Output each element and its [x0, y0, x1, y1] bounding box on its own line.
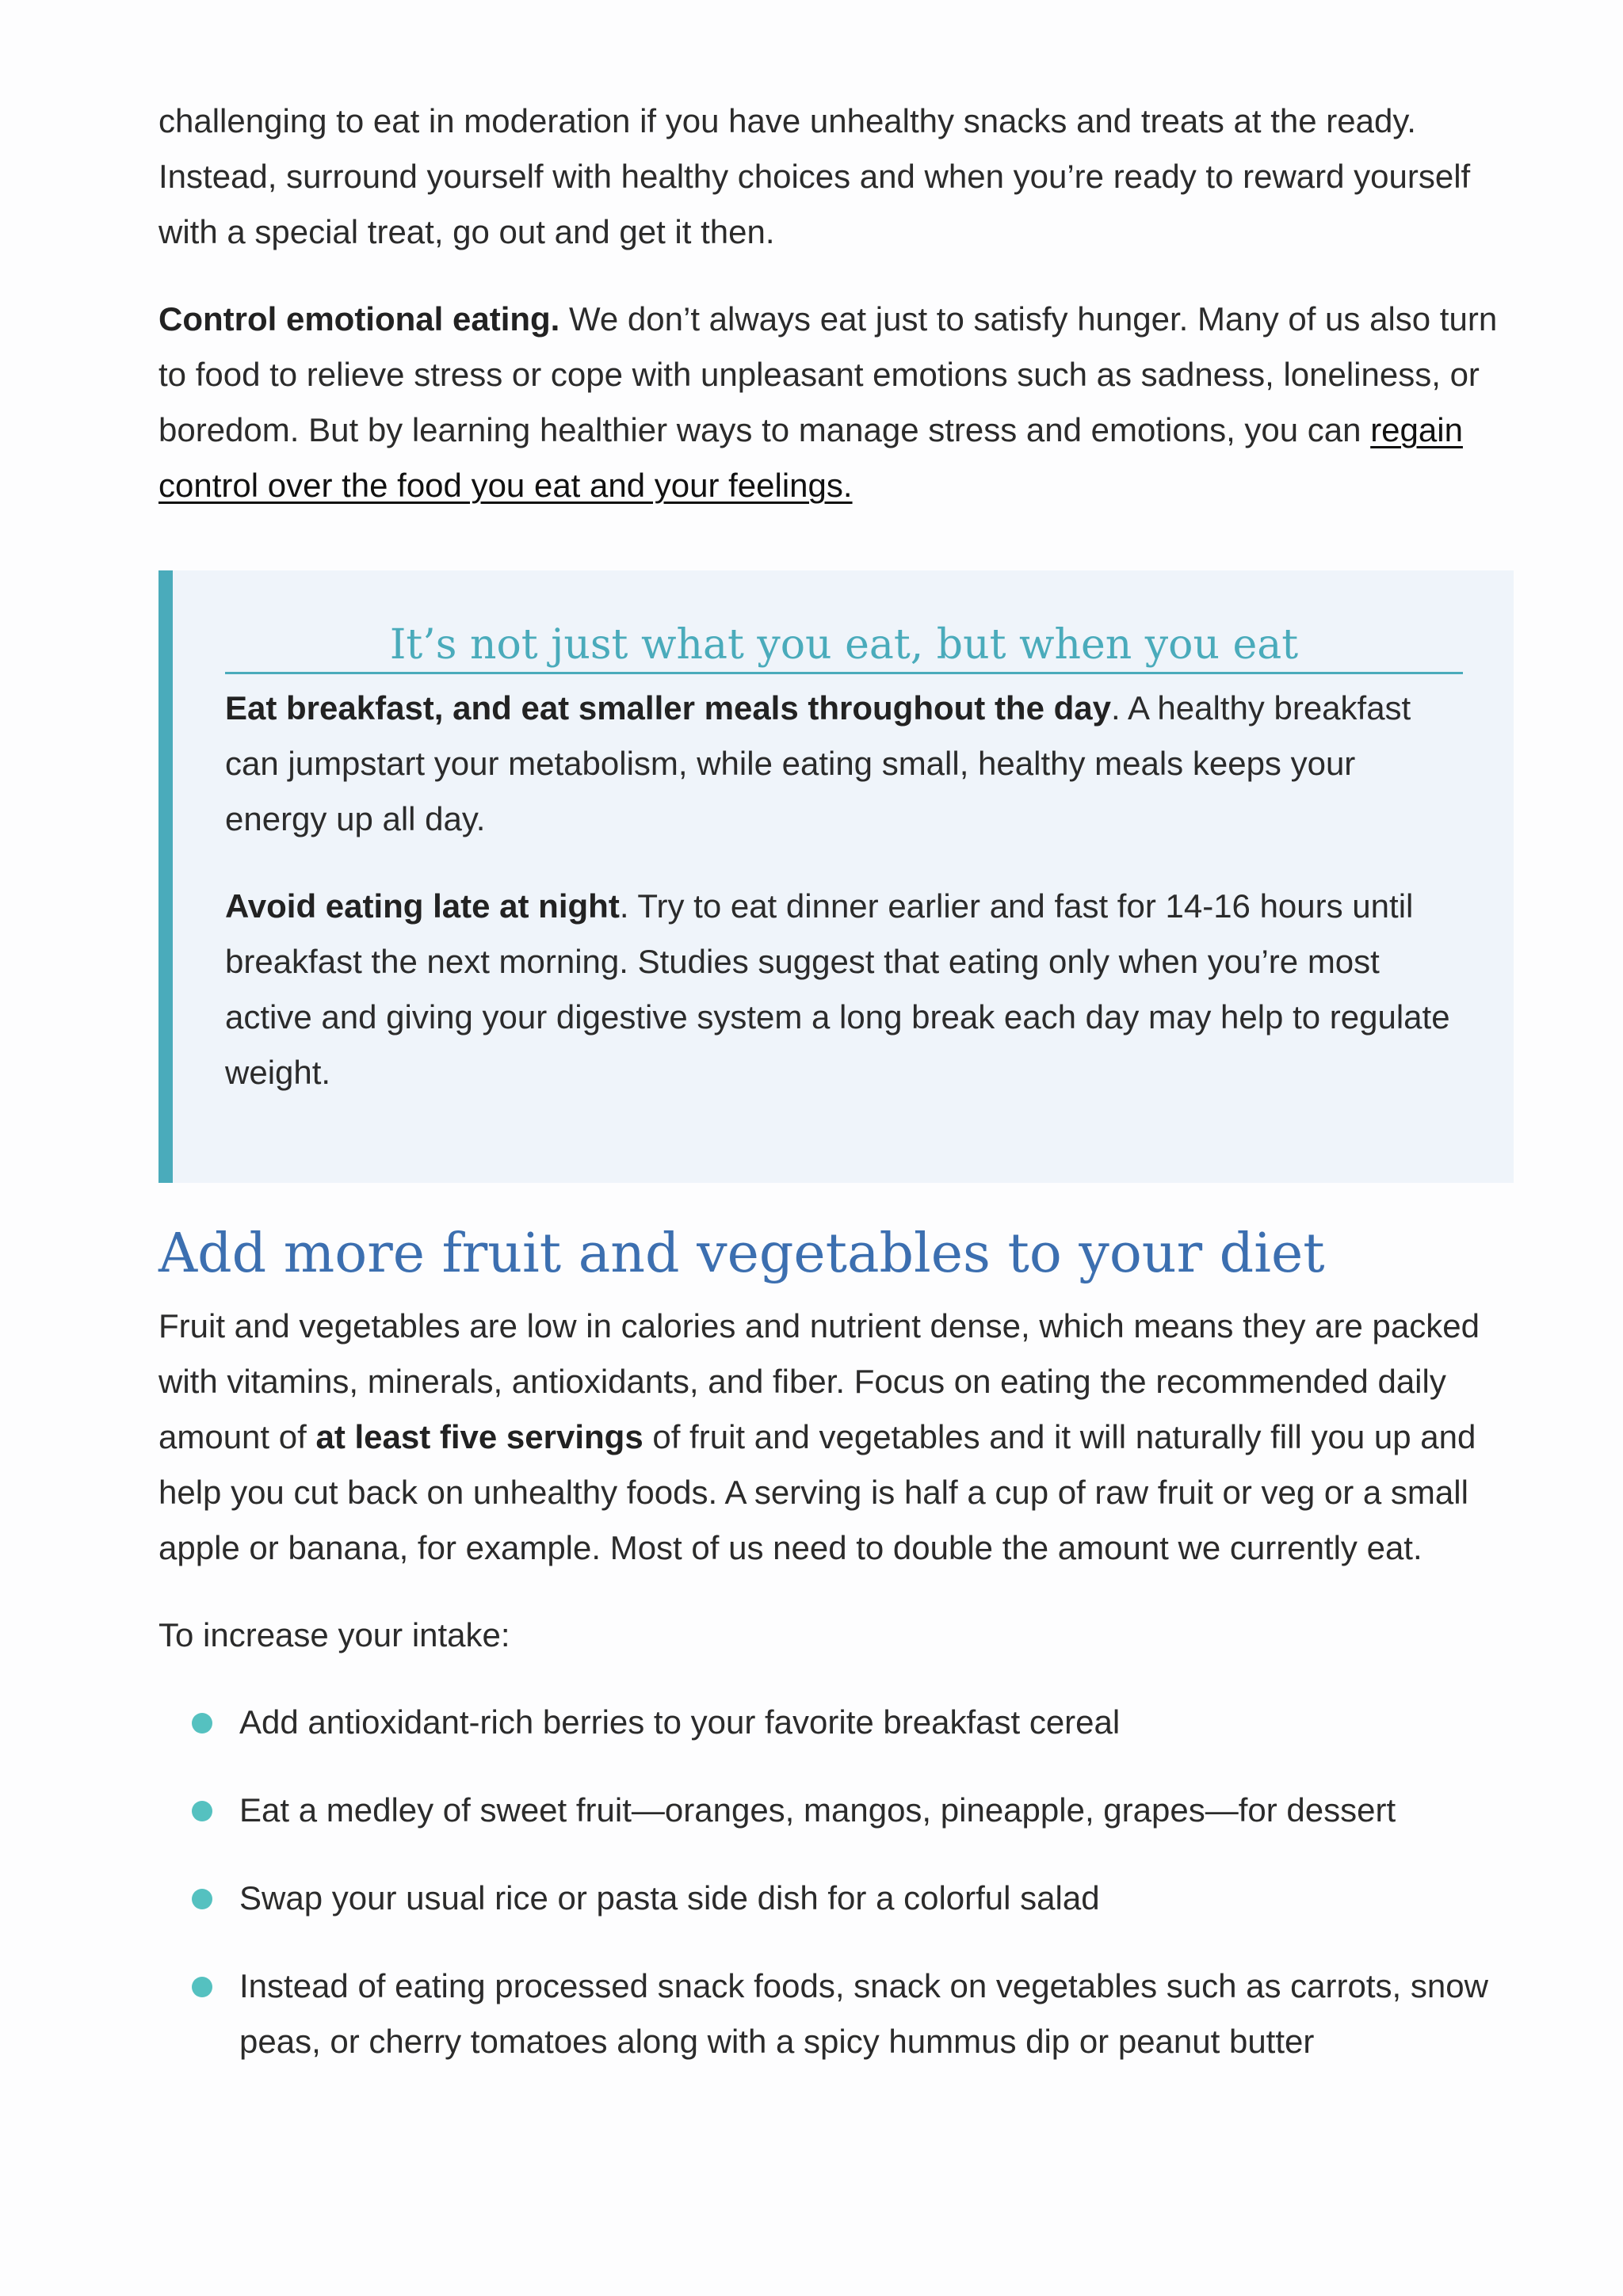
list-item	[158, 1958, 1514, 2069]
callout-night-bold: Avoid eating late at night	[225, 887, 620, 925]
list-item-text: Swap your usual rice or pasta side dish for a colorful salad	[239, 1879, 1100, 1917]
fruit-veg-bold: at least five servings	[315, 1418, 643, 1455]
list-item-text: Eat a medley of sweet fruit—oranges, mangos, pineapple, grapes—for dessert	[239, 1791, 1396, 1829]
fruit-veg-paragraph	[158, 1299, 1514, 1576]
bullet-dot-icon	[192, 1801, 212, 1821]
emotional-eating-bold: Control emotional eating.	[158, 300, 560, 338]
article-content	[158, 93, 1514, 2069]
callout-paragraph-breakfast	[225, 681, 1463, 847]
callout-paragraph-night	[225, 879, 1463, 1100]
list-item-text: Instead of eating processed snack foods, snack on vegetables such as carrots, snow peas, or cherry tomatoes along with a spicy hummus dip or peanut butter	[239, 1967, 1488, 2060]
timing-callout-box	[158, 570, 1514, 1183]
intro-paragraph: challenging to eat in moderation if you have unhealthy snacks and treats at the ready. Instead, surround yourself with healthy choices and when you’re ready to reward yourself with a special treat, go out and get it then.	[158, 102, 1471, 250]
intake-list	[158, 1695, 1514, 2069]
bullet-dot-icon	[192, 1713, 212, 1733]
callout-breakfast-bold: Eat breakfast, and eat smaller meals throughout the day	[225, 689, 1111, 727]
list-item	[158, 1871, 1514, 1926]
fruit-veg-text-1: Fruit and vegetables are low in calories and nutrient dense, which means they are packed with vitamins, minerals, antioxidants, and fiber. Focus on eating the recommended daily amount of	[158, 1307, 1480, 1455]
bullet-dot-icon	[192, 1977, 212, 1997]
callout-night-text: . Try to eat dinner earlier and fast for 14-16 hours until breakfast the next morning. Studies suggest that eating only when you’re most active and giving your digestive system a long break each day may help to regulate weight.	[225, 887, 1450, 1091]
emotional-eating-paragraph	[158, 292, 1514, 513]
emotional-eating-text: We don’t always eat just to satisfy hunger. Many of us also turn to food to relieve stress or cope with unpleasant emotions such as sadness, loneliness, or boredom. But by learning healthier ways to manage stress and emotions, you can	[158, 300, 1498, 448]
emotional-eating-link[interactable]: regain control over the food you eat and your feelings.	[158, 411, 1463, 504]
intake-intro: To increase your intake:	[158, 1616, 510, 1653]
list-item	[158, 1695, 1514, 1750]
callout-title: It’s not just what you eat, but when you eat	[225, 620, 1463, 674]
list-item	[158, 1783, 1514, 1838]
list-item-text: Add antioxidant-rich berries to your favorite breakfast cereal	[239, 1703, 1121, 1741]
fruit-veg-text-2: of fruit and vegetables and it will naturally fill you up and help you cut back on unhealthy foods. A serving is half a cup of raw fruit or veg or a small apple or banana, for example. Most of us need to double the amount we currently eat.	[158, 1418, 1476, 1566]
bullet-dot-icon	[192, 1889, 212, 1909]
section-heading: Add more fruit and vegetables to your diet	[158, 1222, 1325, 1285]
callout-breakfast-text: . A healthy breakfast can jumpstart your metabolism, while eating small, healthy meals keeps your energy up all day.	[225, 689, 1411, 837]
